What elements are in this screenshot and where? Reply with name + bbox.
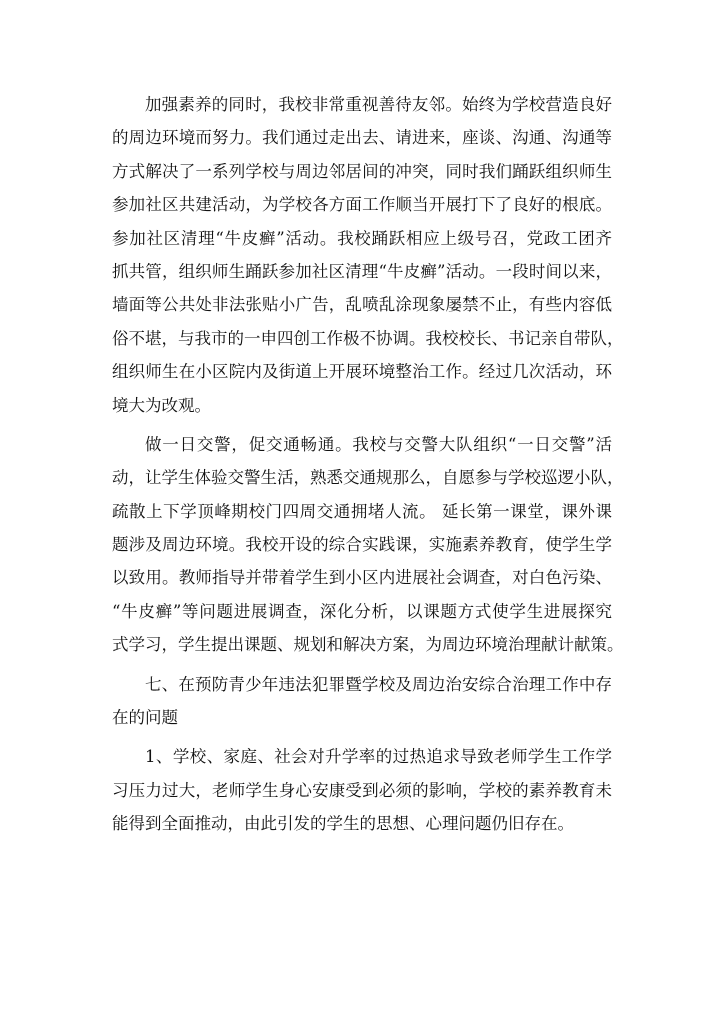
text-line: 做一日交警，促交通畅通。我校与交警大队组织“一日交警”活 xyxy=(145,434,612,454)
paragraph-1 xyxy=(112,88,624,422)
text-line: 疏散上下学顶峰期校门四周交通拥堵人流。 延长第一课堂，课外课 xyxy=(112,501,612,521)
text-line: 习压力过大，老师学生身心安康受到必须的影响，学校的素养教育未 xyxy=(112,780,612,800)
text-line: 动，让学生体验交警生活，熟悉交通规那么，自愿参与学校巡逻小队， xyxy=(112,468,624,488)
text-line: 组织师生在小区院内及街道上开展环境整治工作。经过几次活动，环 xyxy=(112,362,612,382)
text-line: 题涉及周边环境。我校开设的综合实践课，实施素养教育，使学生学 xyxy=(112,535,612,555)
text-line: 七、在预防青少年违法犯罪暨学校及周边治安综合治理工作中存 xyxy=(145,674,612,694)
text-line: 加强素养的同时，我校非常重视善待友邻。始终为学校营造良好 xyxy=(145,95,612,114)
text-line: 方式解决了一系列学校与周边邻居间的冲突，同时我们踊跃组织师生 xyxy=(112,161,612,181)
text-line: 参加社区清理“牛皮癣”活动。我校踊跃相应上级号召，党政工团齐 xyxy=(112,228,612,248)
text-line: 在的问题 xyxy=(112,708,178,728)
text-line: 的周边环境而努力。我们通过走出去、请进来，座谈、沟通、沟通等 xyxy=(112,128,612,148)
paragraph-4 xyxy=(112,740,612,840)
paragraph-2 xyxy=(112,428,624,662)
document-body xyxy=(112,88,624,841)
text-line: 墙面等公共处非法张贴小广告，乱喷乱涂现象屡禁不止，有些内容低 xyxy=(112,295,612,315)
text-line: 境大为改观。 xyxy=(112,395,211,415)
text-line: “牛皮癣”等问题进展调查，深化分析，以课题方式使学生进展探究 xyxy=(112,601,612,621)
text-line: 1、学校、家庭、社会对升学率的过热追求导致老师学生工作学 xyxy=(145,747,612,767)
text-line: 俗不堪，与我市的一申四创工作极不协调。我校校长、书记亲自带队， xyxy=(112,328,624,348)
text-line: 以致用。教师指导并带着学生到小区内进展社会调查，对白色污染、 xyxy=(112,568,612,588)
text-line: 式学习，学生提出课题、规划和解决方案，为周边环境治理献计献策。 xyxy=(112,635,624,655)
section-heading xyxy=(112,668,612,735)
text-line: 抓共管，组织师生踊跃参加社区清理“牛皮癣”活动。一段时间以来， xyxy=(112,261,612,281)
text-line: 能得到全面推动，由此引发的学生的思想、心理问题仍旧存在。 xyxy=(112,814,574,834)
text-line: 参加社区共建活动，为学校各方面工作顺当开展打下了良好的根底。 xyxy=(112,195,612,215)
